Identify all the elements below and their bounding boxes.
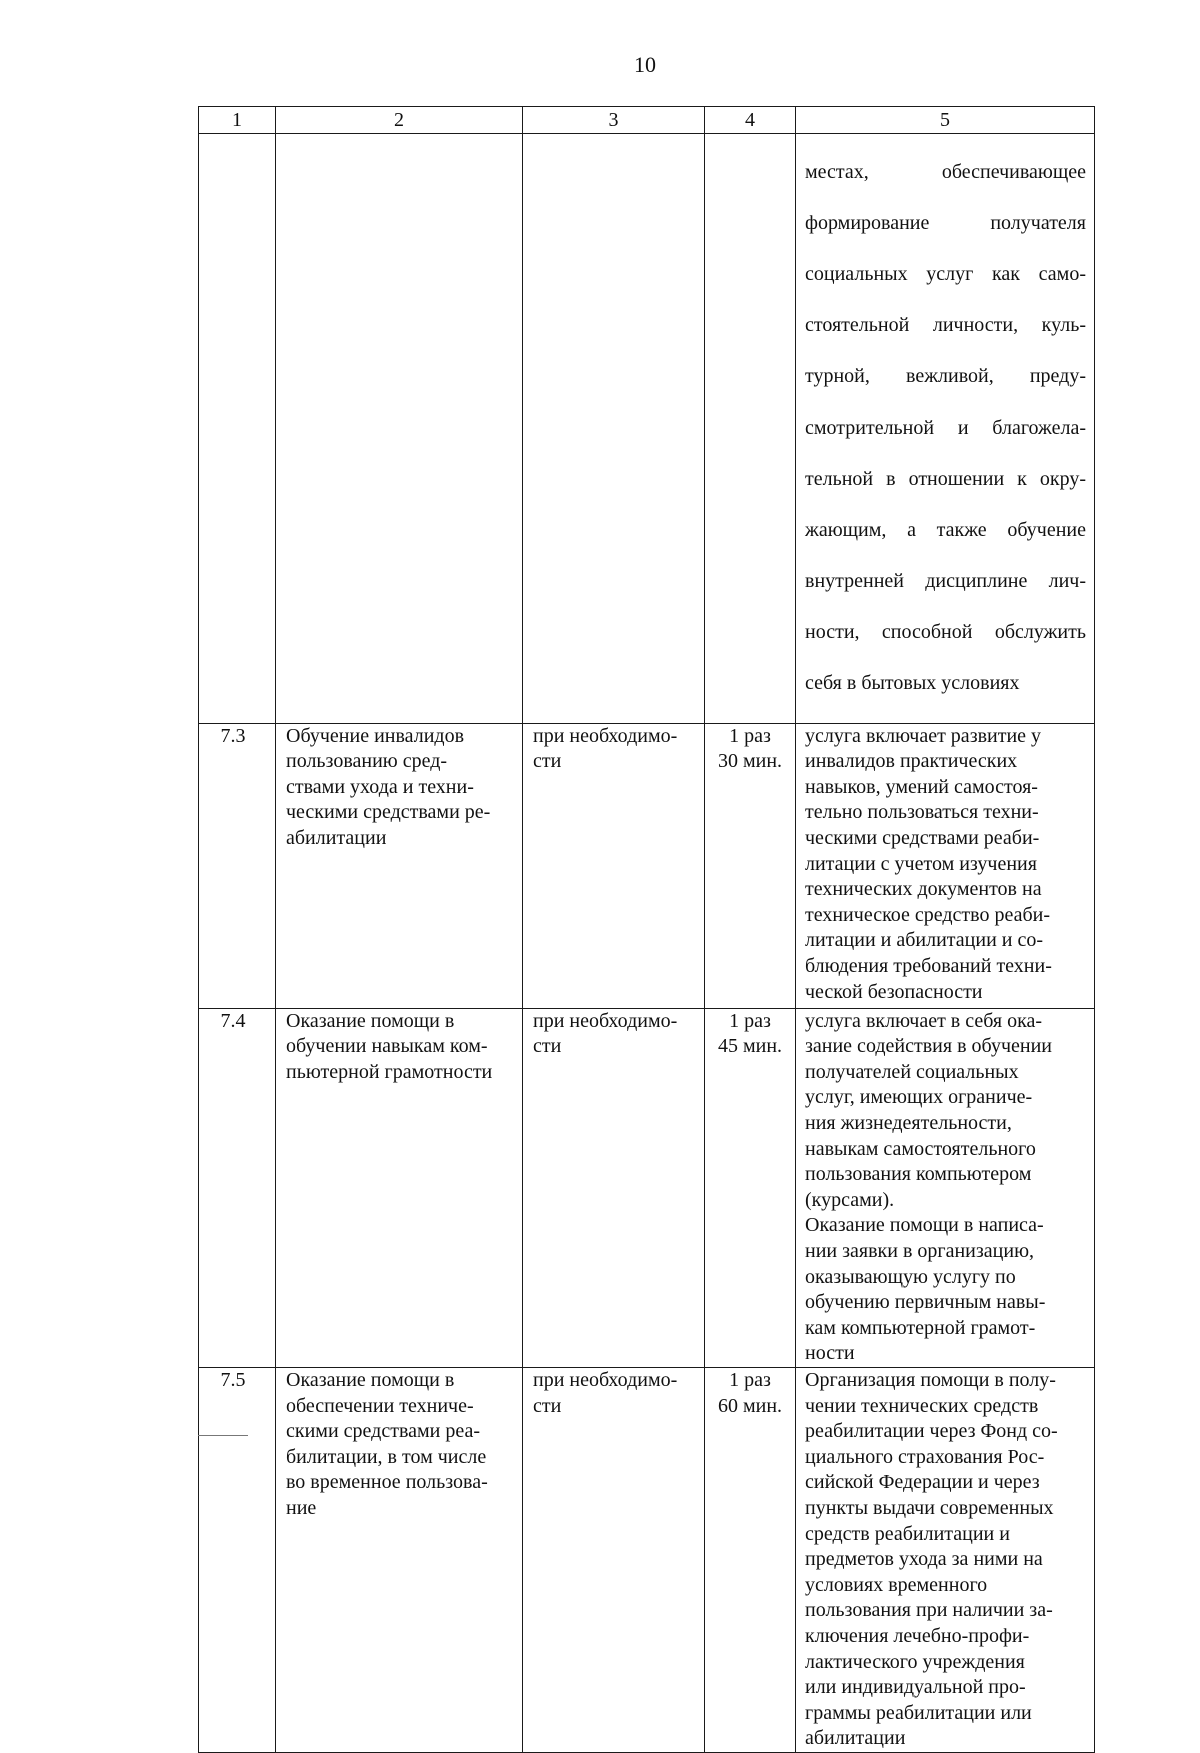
table-cell-name: Обучение инвалидов пользованию сред- ствами ухода и техни- ческими средствами ре- абилитации [276,723,523,1008]
table-cell-frequency: при необходимо- сти [523,1367,705,1752]
table-cell-num: 7.5 [199,1367,276,1752]
services-table [198,106,1095,1753]
description-line: смотрительной и благожела- [805,416,1086,439]
table-cell-num: 7.3 [199,723,276,1008]
description-line: социальных услуг как само- [805,262,1086,285]
column-header-4: 4 [705,107,796,134]
table-cell-name: Оказание помощи в обучении навыкам ком- пьютерной грамотности [276,1008,523,1367]
table-cell-frequency: при необходимо- сти [523,1008,705,1367]
description-line: ности, способной обслужить [805,621,1086,644]
table-cell-description: Организация помощи в полу- чении технических средств реабилитации через Фонд со- циального страхования Рос- сийской Федерации и через пункты выдачи современных средств реабилитации и предметов ухода за ними на условиях временного пользования при наличии за- ключения лечебно-профи- лактического учреждения или индивидуальной про- граммы реабилитации или абилитации [796,1367,1095,1752]
table-row [199,1367,1095,1752]
table-cell-name [276,134,523,724]
column-header-5: 5 [796,107,1095,134]
description-line: жающим, а также обучение [805,518,1086,541]
table-cell-volume [705,134,796,724]
description-line: турной, вежливой, преду- [805,365,1086,388]
page-number: 10 [634,52,656,77]
column-header-3: 3 [523,107,705,134]
table-cell-num: 7.4 [199,1008,276,1367]
table-header-row [199,107,1095,134]
table-cell-volume: 1 раз 30 мин. [705,723,796,1008]
table-row-continuation [199,134,1095,724]
table-row [199,1008,1095,1367]
table-cell-description: услуга включает развитие у инвалидов практических навыков, умений самостоя- тельно пользоваться техни- ческими средствами реаби- литации с учетом изучения технических документов на техническое средство реаби- литации и абилитации и со- блюдения требований техни- ческой безопасности [796,723,1095,1008]
table-cell-frequency [523,134,705,724]
table-cell-description [796,134,1095,724]
description-line: себя в бытовых условиях [805,672,1020,695]
description-line: местах, обеспечивающее [805,160,1086,183]
table-cell-volume: 1 раз 45 мин. [705,1008,796,1367]
description-line: стоятельной личности, куль- [805,314,1086,337]
table-cell-volume: 1 раз 60 мин. [705,1367,796,1752]
footer-divider [198,1435,248,1436]
table-cell-frequency: при необходимо- сти [523,723,705,1008]
table-row [199,723,1095,1008]
description-line: формирование получателя [805,211,1086,234]
table-cell-name: Оказание помощи в обеспечении техниче- скими средствами реа- билитации, в том числе во временное пользова- ние [276,1367,523,1752]
table-cell-num [199,134,276,724]
table-cell-description: услуга включает в себя ока- зание содействия в обучении получателей социальных услуг, имеющих ограниче- ния жизнедеятельности, навыкам самостоятельного пользования компьютером (курсами). Оказание помощи в написа- нии заявки в организацию, оказывающую услугу по обучению первичным навы- кам компьютерной грамот- ности [796,1008,1095,1367]
description-line: внутренней дисциплине лич- [805,570,1086,593]
description-line: тельной в отношении к окру- [805,467,1086,490]
column-header-2: 2 [276,107,523,134]
column-header-1: 1 [199,107,276,134]
